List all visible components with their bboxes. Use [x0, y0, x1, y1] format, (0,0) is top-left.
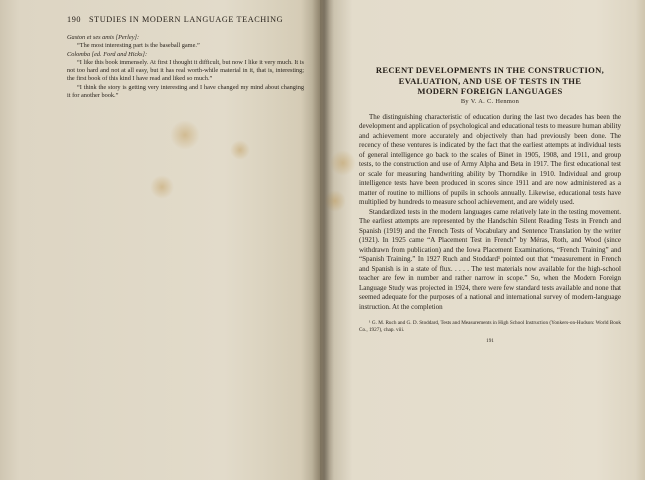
age-stain — [330, 150, 356, 176]
age-stain — [170, 120, 200, 150]
article-title-line2: EVALUATION, AND USE OF TESTS IN THE — [398, 75, 582, 86]
article-title-line1: RECENT DEVELOPMENTS IN THE CONSTRUCTION, — [375, 65, 605, 75]
entry1-title: Gaston et ses amis [Perley]: — [67, 34, 140, 41]
body-paragraph-1: The distinguishing characteristic of education during the last two decades has been the development and application of psychological and educational tests to measure human ability and achievement more accurately and objectively than had previously been done. The recency of these ventures is indicated by the fact that the earliest attempts at individual tests of general intelligence go back to the scales of Binet in 1905, 1908, and 1911, and group tests, to the construction and use of Army Alpha and Beta in 1917. The first educational test or scale for measuring handwriting ability by Thorndike in 1910. Individual and group intelligence tests have been produced in scores since 1911 and are now administered as a matter of routine to millions of pupils in schools annually. Likewise, educational tests have multiplied by hundreds to measure school achievement, and are widely used. — [359, 112, 621, 207]
entry2-quote2: “I think the story is getting very interesting and I have changed my mind about changing it for another book.” — [67, 83, 304, 100]
age-stain — [230, 140, 250, 160]
article-byline: By V. A. C. Henmon — [460, 97, 520, 105]
entry2-quote1: “I like this book immensely. At first I thought it difficult, but now I like it very much. It is not too hard and not at all easy, but it has real worth-while material in it, that is, interesting; the first book of this kind I have read and liked so much.” — [67, 58, 304, 83]
age-stain — [150, 175, 174, 199]
entry1-quote: “The most interesting part is the baseball game.” — [77, 42, 200, 50]
right-page — [320, 0, 645, 480]
entry2-title: Colomba [ed. Ford and Hicks]: — [67, 50, 148, 58]
left-page — [0, 0, 320, 480]
body-paragraph-2: Standardized tests in the modern languages came relatively late in the testing movement. The earliest attempts are represented by the Handschin Silent Reading Tests in French and Spanish (1919) and the French Tests of Vocabulary and Sentence Translation by the writer (1921). In 1925 came “A Placement Test in French” by Méras, Roth, and Wood (since withdrawn from publication) and the Iowa Placement Examinations, “French Training” and “Spanish Training.” In 1927 Ruch and Stoddard¹ pointed out that “measurement in French and Spanish is in a state of flux. . . . . The test materials now available for the high-school teacher are few in number and rather narrow in scope.” So, when the Modern Foreign Language Study was projected in 1924, there were few standard tests available and none that seemed adequate for the purposes of a national and international survey of modern-language instruction. At the completion — [359, 207, 621, 311]
right-page-number: 191 — [486, 338, 494, 345]
left-running-head-title: STUDIES IN MODERN LANGUAGE TEACHING — [89, 15, 284, 24]
left-running-head — [67, 15, 304, 24]
age-stain — [324, 190, 346, 212]
article-title-line3: MODERN FOREIGN LANGUAGES — [417, 86, 563, 97]
footnote: ¹ G. M. Ruch and G. D. Stoddard, Tests and Measurements in High School Instruction (Yonkers-on-Hudson: World Book Co., 1927), chap. viii. — [359, 320, 621, 333]
left-page-number: 190 — [67, 15, 82, 24]
